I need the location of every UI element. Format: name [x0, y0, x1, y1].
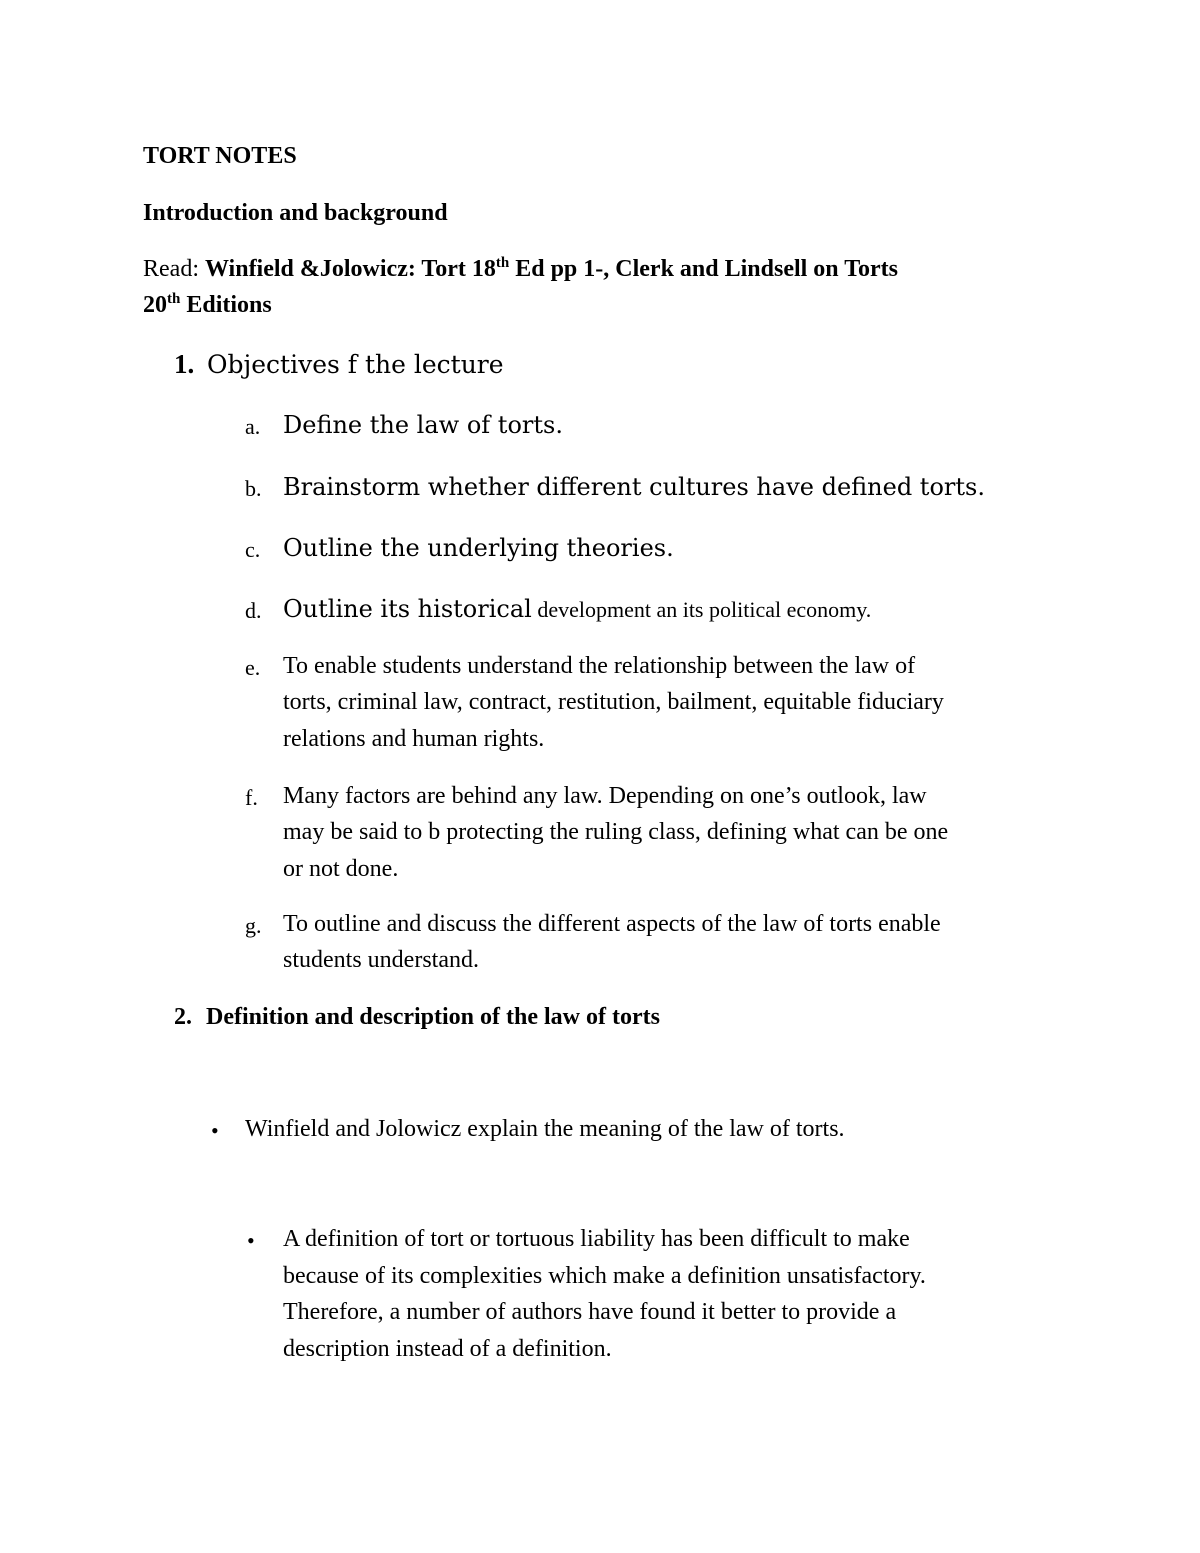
item-a-marker: a.	[245, 414, 261, 439]
reading-title-1: Winfield &Jolowicz: Tort 18	[204, 256, 496, 282]
item-g-marker: g.	[245, 913, 262, 938]
reading-title-2: Ed pp 1-, Clerk and Lindsell on Torts	[509, 256, 899, 282]
section-1-heading: Objectives f the lecture	[207, 350, 504, 379]
section-2-heading-row	[174, 1004, 660, 1031]
item-f-line-1: Many factors are behind any law. Depending on one’s outlook, law	[283, 783, 927, 809]
item-e-line-1: To enable students understand the relationship between the law of	[283, 653, 916, 679]
item-g-line-1: To outline and discuss the different aspects of the law of torts enable	[283, 911, 941, 937]
bullet-2-line-1: A definition of tort or tortuous liability has been difficult to make	[283, 1226, 910, 1252]
item-d-marker: d.	[245, 598, 262, 623]
bullet-1-text: Winfield and Jolowicz explain the meaning of the law of torts.	[245, 1116, 845, 1142]
superscript-th-2: th	[167, 291, 181, 307]
item-b-marker: b.	[245, 476, 262, 501]
section-2-heading: Definition and description of the law of torts	[206, 1004, 660, 1030]
document-title: TORT NOTES	[143, 143, 297, 169]
reading-editions: Editions	[180, 292, 272, 318]
item-c-text: Outline the underlying theories.	[283, 534, 674, 562]
item-e-marker: e.	[245, 655, 261, 680]
item-b-text: Brainstorm whether different cultures have defined torts.	[283, 473, 985, 501]
reading-line-2	[143, 292, 272, 319]
item-d-text	[283, 595, 871, 623]
reading-edition-number: 20	[143, 292, 167, 318]
item-e-line-3: relations and human rights.	[283, 726, 545, 752]
section-2-number: 2.	[174, 1004, 192, 1030]
item-a-text: Define the law of torts.	[283, 411, 563, 439]
item-f-line-3: or not done.	[283, 856, 399, 882]
bullet-1-icon: •	[211, 1118, 219, 1143]
reading-line-1	[143, 256, 898, 283]
item-e-line-2: torts, criminal law, contract, restitution, bailment, equitable fiduciary	[283, 689, 944, 715]
bullet-2-line-4: description instead of a definition.	[283, 1336, 612, 1362]
item-d-text-small: development an its political economy.	[531, 597, 872, 622]
item-d-text-large: Outline its historical	[283, 595, 532, 623]
bullet-2-icon: •	[247, 1228, 255, 1253]
section-1-number: 1.	[174, 349, 195, 379]
reading-prefix: Read:	[143, 256, 205, 282]
item-g-line-2: students understand.	[283, 947, 479, 973]
bullet-2-line-2: because of its complexities which make a definition unsatisfactory.	[283, 1263, 926, 1289]
item-c-marker: c.	[245, 537, 261, 562]
section-1-heading-row	[174, 349, 504, 380]
bullet-2-line-3: Therefore, a number of authors have found it better to provide a	[283, 1299, 897, 1325]
superscript-th-1: th	[495, 255, 510, 271]
item-f-line-2: may be said to b protecting the ruling class, defining what can be one	[283, 819, 949, 845]
intro-heading: Introduction and background	[143, 200, 448, 226]
item-f-marker: f.	[245, 785, 258, 810]
